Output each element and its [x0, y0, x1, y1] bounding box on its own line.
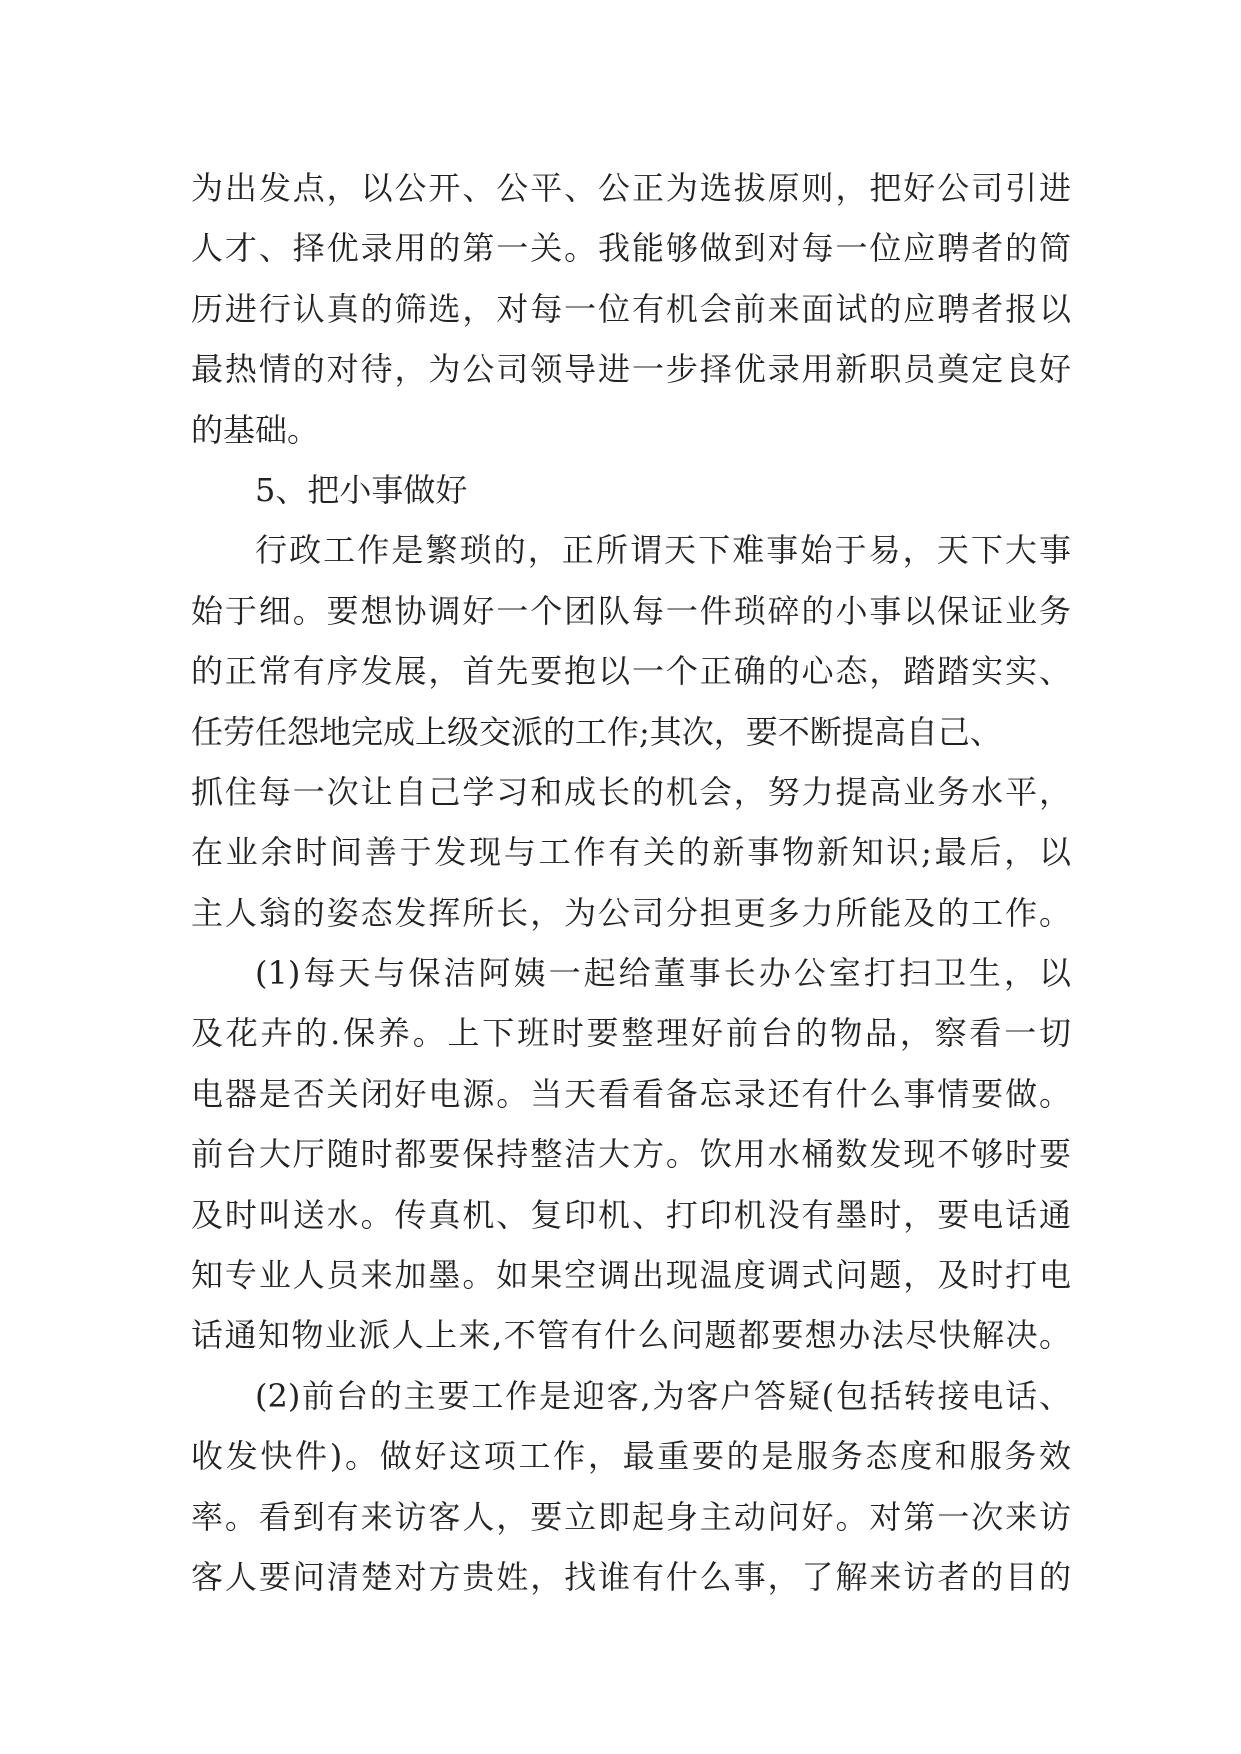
body-text — [191, 158, 1071, 1607]
paragraph-first-line: (2)前台的主要工作是迎客,为客户答疑(包括转接电话、 — [255, 1376, 1071, 1415]
text-line: 主人翁的姿态发挥所长，为公司分担更多力所能及的工作。 — [191, 893, 1071, 932]
paragraph-first-line: (1)每天与保洁阿姨一起给董事长办公室打扫卫生，以 — [255, 954, 1071, 993]
text-line: 收发快件)。做好这项工作，最重要的是服务态度和服务效 — [191, 1437, 1071, 1476]
text-line: 及花卉的.保养。上下班时要整理好前台的物品，察看一切 — [191, 1014, 1071, 1053]
text-line: 最热情的对待，为公司领导进一步择优录用新职员奠定良好 — [191, 350, 1071, 389]
text-line: 抓住每一次让自己学习和成长的机会，努力提高业务水平， — [191, 772, 1071, 811]
text-line: 的基础。 — [191, 410, 320, 449]
text-line: 及时叫送水。传真机、复印机、打印机没有墨时，要电话通 — [191, 1195, 1071, 1234]
text-line: 历进行认真的筛选，对每一位有机会前来面试的应聘者报以 — [191, 289, 1071, 328]
paragraph-first-line: 行政工作是繁琐的，正所谓天下难事始于易，天下大事 — [255, 531, 1071, 570]
text-line: 电器是否关闭好电源。当天看看备忘录还有什么事情要做。 — [191, 1074, 1071, 1113]
text-line: 的正常有序发展，首先要抱以一个正确的心态，踏踏实实、 — [191, 652, 1071, 691]
text-line: 为出发点，以公开、公平、公正为选拔原则，把好公司引进 — [191, 169, 1071, 207]
text-line: 任劳任怨地完成上级交派的工作;其次，要不断提高自己、 — [191, 712, 1002, 751]
text-line: 在业余时间善于发现与工作有关的新事物新知识;最后，以 — [191, 833, 1071, 872]
text-line: 客人要问清楚对方贵姓，找谁有什么事，了解来访者的目的 — [191, 1557, 1071, 1596]
text-line: 人才、择优录用的第一关。我能够做到对每一位应聘者的简 — [191, 229, 1071, 268]
text-line: 始于细。要想协调好一个团队每一件琐碎的小事以保证业务 — [191, 591, 1071, 630]
text-line: 知专业人员来加墨。如果空调出现温度调式问题，及时打电 — [191, 1256, 1071, 1295]
section-heading: 5、把小事做好 — [255, 470, 468, 509]
text-line: 话通知物业派人上来,不管有什么问题都要想办法尽快解决。 — [191, 1316, 1071, 1355]
text-line: 前台大厅随时都要保持整洁大方。饮用水桶数发现不够时要 — [191, 1135, 1071, 1174]
text-line: 率。看到有来访客人，要立即起身主动问好。对第一次来访 — [191, 1497, 1071, 1536]
